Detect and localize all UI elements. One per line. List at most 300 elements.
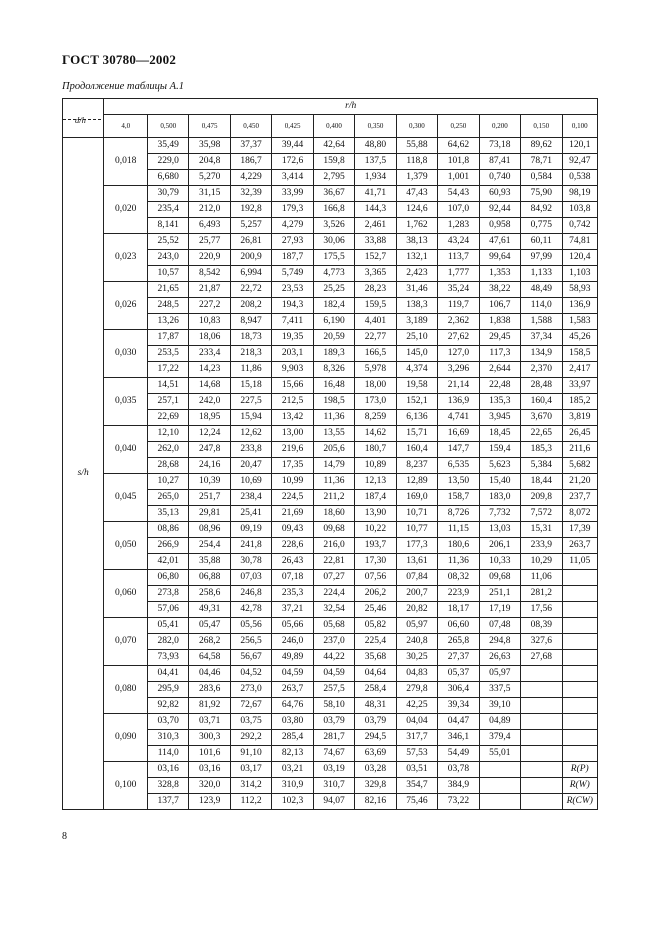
dh-value-cell: 0,018 (104, 138, 148, 186)
empty-cell (562, 682, 597, 698)
value-cell: 04,59 (272, 666, 313, 682)
value-cell: 152,7 (355, 250, 396, 266)
value-cell: 225,4 (355, 634, 396, 650)
value-cell: 06,60 (438, 618, 479, 634)
value-cell: 258,4 (355, 682, 396, 698)
value-cell: 42,78 (230, 602, 271, 618)
empty-cell (521, 778, 562, 794)
value-cell: 265,0 (147, 490, 188, 506)
value-cell: 03,51 (396, 762, 437, 778)
value-cell: 13,55 (313, 426, 354, 442)
value-cell: 6,190 (313, 314, 354, 330)
value-cell: 175,5 (313, 250, 354, 266)
empty-cell (521, 666, 562, 682)
value-cell: 11,86 (230, 362, 271, 378)
value-cell: 10,83 (189, 314, 230, 330)
value-cell: 39,44 (272, 138, 313, 154)
value-cell: 17,35 (272, 458, 313, 474)
value-cell: 45,26 (562, 330, 597, 346)
value-cell: 20,82 (396, 602, 437, 618)
value-cell: 48,49 (521, 282, 562, 298)
value-cell: 60,11 (521, 234, 562, 250)
value-cell: 186,7 (230, 154, 271, 170)
value-cell: 22,77 (355, 330, 396, 346)
value-cell: 204,8 (189, 154, 230, 170)
value-cell: 3,819 (562, 410, 597, 426)
value-cell: 283,6 (189, 682, 230, 698)
value-cell: 09,68 (313, 522, 354, 538)
value-cell: 328,8 (147, 778, 188, 794)
value-cell: 44,22 (313, 650, 354, 666)
legend-cell: R(P) (562, 762, 597, 778)
value-cell: 160,4 (521, 394, 562, 410)
value-cell: 04,04 (396, 714, 437, 730)
value-cell: 03,16 (189, 762, 230, 778)
value-cell: 26,81 (230, 234, 271, 250)
value-cell: 28,68 (147, 458, 188, 474)
dh-value-cell: 0,090 (104, 714, 148, 762)
value-cell: 3,945 (479, 410, 520, 426)
table-row (63, 618, 598, 634)
value-cell: 21,14 (438, 378, 479, 394)
value-cell: 10,22 (355, 522, 396, 538)
value-cell: 17,19 (479, 602, 520, 618)
value-cell: 84,92 (521, 202, 562, 218)
value-cell: 6,493 (189, 218, 230, 234)
value-cell: 310,9 (272, 778, 313, 794)
table-row (63, 714, 598, 730)
value-cell: 3,414 (272, 170, 313, 186)
value-cell: 35,49 (147, 138, 188, 154)
value-cell: 317,7 (396, 730, 437, 746)
value-cell: 04,47 (438, 714, 479, 730)
dh-value-cell: 0,045 (104, 474, 148, 522)
value-cell: 14,79 (313, 458, 354, 474)
value-cell: 60,93 (479, 186, 520, 202)
value-cell: 25,25 (313, 282, 354, 298)
value-cell: 137,5 (355, 154, 396, 170)
value-cell: 266,9 (147, 538, 188, 554)
value-cell: 57,06 (147, 602, 188, 618)
value-cell: 203,1 (272, 346, 313, 362)
value-cell: 04,52 (230, 666, 271, 682)
rh-value-header: 0,350 (355, 115, 396, 138)
value-cell: 03,75 (230, 714, 271, 730)
value-cell: 2,362 (438, 314, 479, 330)
value-cell: 09,43 (272, 522, 313, 538)
value-cell: 13,42 (272, 410, 313, 426)
value-cell: 78,71 (521, 154, 562, 170)
value-cell: 8,947 (230, 314, 271, 330)
value-cell: 1,353 (479, 266, 520, 282)
value-cell: 87,41 (479, 154, 520, 170)
value-cell: 19,35 (272, 330, 313, 346)
value-cell: 224,5 (272, 490, 313, 506)
value-cell: 306,4 (438, 682, 479, 698)
value-cell: 251,1 (479, 586, 520, 602)
value-cell: 05,68 (313, 618, 354, 634)
value-cell: 10,69 (230, 474, 271, 490)
value-cell: 38,22 (479, 282, 520, 298)
rh-header: r/h (104, 99, 598, 115)
rh-value-header: 0,425 (272, 115, 313, 138)
value-cell: 310,7 (313, 778, 354, 794)
value-cell: 04,89 (479, 714, 520, 730)
value-cell: 3,670 (521, 410, 562, 426)
value-cell: 205,6 (313, 442, 354, 458)
value-cell: 0,584 (521, 170, 562, 186)
value-cell: 135,3 (479, 394, 520, 410)
value-cell: 31,46 (396, 282, 437, 298)
value-cell: 14,51 (147, 378, 188, 394)
value-cell: 05,37 (438, 666, 479, 682)
value-cell: 117,3 (479, 346, 520, 362)
dh-value-cell: 0,040 (104, 426, 148, 474)
table-row (63, 522, 598, 538)
value-cell: 194,3 (272, 298, 313, 314)
value-cell: 06,88 (189, 570, 230, 586)
value-cell: 185,2 (562, 394, 597, 410)
table-row (63, 570, 598, 586)
value-cell: 238,4 (230, 490, 271, 506)
value-cell: 03,28 (355, 762, 396, 778)
value-cell: 187,7 (272, 250, 313, 266)
value-cell: 384,9 (438, 778, 479, 794)
value-cell: 18,00 (355, 378, 396, 394)
value-cell: 04,83 (396, 666, 437, 682)
value-cell: 5,270 (189, 170, 230, 186)
value-cell: 273,0 (230, 682, 271, 698)
value-cell: 17,87 (147, 330, 188, 346)
table-row (63, 762, 598, 778)
empty-cell (562, 602, 597, 618)
value-cell: 74,67 (313, 746, 354, 762)
table-subheader-row (63, 115, 598, 138)
dh-value-cell: 0,100 (104, 762, 148, 810)
value-cell: 20,47 (230, 458, 271, 474)
value-cell: 22,48 (479, 378, 520, 394)
value-cell: 75,90 (521, 186, 562, 202)
value-cell: 30,79 (147, 186, 188, 202)
value-cell: 36,67 (313, 186, 354, 202)
value-cell: 05,82 (355, 618, 396, 634)
value-cell: 98,19 (562, 186, 597, 202)
value-cell: 37,21 (272, 602, 313, 618)
value-cell: 73,93 (147, 650, 188, 666)
corner-dashed-line (63, 119, 101, 120)
value-cell: 43,24 (438, 234, 479, 250)
value-cell: 106,7 (479, 298, 520, 314)
dh-value-cell: 0,023 (104, 234, 148, 282)
value-cell: 173,0 (355, 394, 396, 410)
value-cell: 03,70 (147, 714, 188, 730)
value-cell: 152,1 (396, 394, 437, 410)
value-cell: 12,10 (147, 426, 188, 442)
value-cell: 47,43 (396, 186, 437, 202)
value-cell: 169,0 (396, 490, 437, 506)
value-cell: 12,89 (396, 474, 437, 490)
value-cell: 134,9 (521, 346, 562, 362)
value-cell: 0,958 (479, 218, 520, 234)
value-cell: 03,19 (313, 762, 354, 778)
empty-cell (479, 794, 520, 810)
value-cell: 05,41 (147, 618, 188, 634)
value-cell: 15,18 (230, 378, 271, 394)
rh-value-header: 0,400 (313, 115, 354, 138)
value-cell: 21,20 (562, 474, 597, 490)
value-cell: 92,47 (562, 154, 597, 170)
value-cell: 208,2 (230, 298, 271, 314)
value-cell: 2,423 (396, 266, 437, 282)
value-cell: 33,99 (272, 186, 313, 202)
value-cell: 33,88 (355, 234, 396, 250)
value-cell: 5,257 (230, 218, 271, 234)
value-cell: 11,15 (438, 522, 479, 538)
value-cell: 13,61 (396, 554, 437, 570)
corner-cell (63, 99, 104, 138)
value-cell: 58,93 (562, 282, 597, 298)
value-cell: 37,37 (230, 138, 271, 154)
value-cell: 25,46 (355, 602, 396, 618)
value-cell: 224,4 (313, 586, 354, 602)
value-cell: 13,26 (147, 314, 188, 330)
value-cell: 05,66 (272, 618, 313, 634)
value-cell: 11,06 (521, 570, 562, 586)
value-cell: 55,88 (396, 138, 437, 154)
value-cell: 1,001 (438, 170, 479, 186)
value-cell: 124,6 (396, 202, 437, 218)
value-cell: 15,66 (272, 378, 313, 394)
value-cell: 314,2 (230, 778, 271, 794)
value-cell: 118,8 (396, 154, 437, 170)
value-cell: 3,526 (313, 218, 354, 234)
value-cell: 49,89 (272, 650, 313, 666)
table-row (63, 330, 598, 346)
value-cell: 223,9 (438, 586, 479, 602)
value-cell: 136,9 (438, 394, 479, 410)
value-cell: 127,0 (438, 346, 479, 362)
value-cell: 5,749 (272, 266, 313, 282)
value-cell: 18,95 (189, 410, 230, 426)
page-number: 8 (62, 831, 67, 842)
value-cell: 282,0 (147, 634, 188, 650)
value-cell: 07,84 (396, 570, 437, 586)
value-cell: 03,78 (438, 762, 479, 778)
value-cell: 192,8 (230, 202, 271, 218)
value-cell: 49,31 (189, 602, 230, 618)
value-cell: 64,58 (189, 650, 230, 666)
value-cell: 91,10 (230, 746, 271, 762)
value-cell: 240,8 (396, 634, 437, 650)
value-cell: 42,25 (396, 698, 437, 714)
value-cell: 26,45 (562, 426, 597, 442)
value-cell: 329,8 (355, 778, 396, 794)
value-cell: 159,8 (313, 154, 354, 170)
value-cell: 144,3 (355, 202, 396, 218)
value-cell: 18,44 (521, 474, 562, 490)
value-cell: 29,81 (189, 506, 230, 522)
value-cell: 31,15 (189, 186, 230, 202)
value-cell: 03,71 (189, 714, 230, 730)
value-cell: 11,36 (313, 410, 354, 426)
value-cell: 07,56 (355, 570, 396, 586)
value-cell: 81,92 (189, 698, 230, 714)
value-cell: 73,18 (479, 138, 520, 154)
value-cell: 09,19 (230, 522, 271, 538)
value-cell: 218,3 (230, 346, 271, 362)
value-cell: 35,68 (355, 650, 396, 666)
value-cell: 295,9 (147, 682, 188, 698)
value-cell: 22,72 (230, 282, 271, 298)
value-cell: 241,8 (230, 538, 271, 554)
value-cell: 54,43 (438, 186, 479, 202)
value-cell: 193,7 (355, 538, 396, 554)
value-cell: 20,59 (313, 330, 354, 346)
value-cell: 35,24 (438, 282, 479, 298)
value-cell: 07,27 (313, 570, 354, 586)
value-cell: 92,82 (147, 698, 188, 714)
dh-value-cell: 0,050 (104, 522, 148, 570)
value-cell: 39,10 (479, 698, 520, 714)
rh-value-header: 0,150 (521, 115, 562, 138)
value-cell: 0,740 (479, 170, 520, 186)
value-cell: 0,775 (521, 218, 562, 234)
value-cell: 82,16 (355, 794, 396, 810)
value-cell: 08,32 (438, 570, 479, 586)
value-cell: 7,732 (479, 506, 520, 522)
value-cell: 07,48 (479, 618, 520, 634)
value-cell: 9,903 (272, 362, 313, 378)
value-cell: 18,60 (313, 506, 354, 522)
sub-header-first: 4,0 (104, 115, 148, 138)
value-cell: 180,6 (438, 538, 479, 554)
dh-value-cell: 0,026 (104, 282, 148, 330)
value-cell: 102,3 (272, 794, 313, 810)
empty-cell (562, 650, 597, 666)
empty-cell (562, 618, 597, 634)
value-cell: 285,4 (272, 730, 313, 746)
value-cell: 179,3 (272, 202, 313, 218)
value-cell: 27,68 (521, 650, 562, 666)
value-cell: 227,5 (230, 394, 271, 410)
value-cell: 17,56 (521, 602, 562, 618)
value-cell: 8,326 (313, 362, 354, 378)
value-cell: 8,542 (189, 266, 230, 282)
value-cell: 281,2 (521, 586, 562, 602)
value-cell: 8,726 (438, 506, 479, 522)
value-cell: 1,133 (521, 266, 562, 282)
value-cell: 13,50 (438, 474, 479, 490)
value-cell: 25,10 (396, 330, 437, 346)
value-cell: 147,7 (438, 442, 479, 458)
value-cell: 2,370 (521, 362, 562, 378)
empty-cell (562, 730, 597, 746)
value-cell: 300,3 (189, 730, 230, 746)
value-cell: 1,777 (438, 266, 479, 282)
legend-cell: R(CW) (562, 794, 597, 810)
value-cell: 185,3 (521, 442, 562, 458)
rh-value-header: 0,250 (438, 115, 479, 138)
value-cell: 17,39 (562, 522, 597, 538)
value-cell: 137,7 (147, 794, 188, 810)
value-cell: 26,63 (479, 650, 520, 666)
value-cell: 48,80 (355, 138, 396, 154)
value-cell: 200,7 (396, 586, 437, 602)
value-cell: 15,94 (230, 410, 271, 426)
value-cell: 248,5 (147, 298, 188, 314)
value-cell: 279,8 (396, 682, 437, 698)
value-cell: 56,67 (230, 650, 271, 666)
value-cell: 120,4 (562, 250, 597, 266)
value-cell: 228,6 (272, 538, 313, 554)
value-cell: 183,0 (479, 490, 520, 506)
empty-cell (521, 682, 562, 698)
value-cell: 10,39 (189, 474, 230, 490)
value-cell: 17,22 (147, 362, 188, 378)
value-cell: 2,417 (562, 362, 597, 378)
value-cell: 242,0 (189, 394, 230, 410)
value-cell: 123,9 (189, 794, 230, 810)
value-cell: 03,79 (355, 714, 396, 730)
value-cell: 64,76 (272, 698, 313, 714)
value-cell: 346,1 (438, 730, 479, 746)
value-cell: 16,69 (438, 426, 479, 442)
value-cell: 10,99 (272, 474, 313, 490)
value-cell: 0,538 (562, 170, 597, 186)
empty-cell (479, 778, 520, 794)
value-cell: 08,39 (521, 618, 562, 634)
value-cell: 268,2 (189, 634, 230, 650)
value-cell: 206,2 (355, 586, 396, 602)
value-cell: 97,99 (521, 250, 562, 266)
value-cell: 16,48 (313, 378, 354, 394)
value-cell: 119,7 (438, 298, 479, 314)
value-cell: 1,838 (479, 314, 520, 330)
value-cell: 13,03 (479, 522, 520, 538)
value-cell: 15,40 (479, 474, 520, 490)
coefficient-table (62, 98, 598, 810)
value-cell: 05,47 (189, 618, 230, 634)
value-cell: 07,03 (230, 570, 271, 586)
value-cell: 1,283 (438, 218, 479, 234)
value-cell: 166,5 (355, 346, 396, 362)
value-cell: 0,742 (562, 218, 597, 234)
value-cell: 233,9 (521, 538, 562, 554)
value-cell: 64,62 (438, 138, 479, 154)
empty-cell (562, 698, 597, 714)
value-cell: 159,5 (355, 298, 396, 314)
value-cell: 281,7 (313, 730, 354, 746)
value-cell: 32,39 (230, 186, 271, 202)
empty-cell (521, 746, 562, 762)
value-cell: 262,0 (147, 442, 188, 458)
value-cell: 48,31 (355, 698, 396, 714)
value-cell: 172,6 (272, 154, 313, 170)
value-cell: 47,61 (479, 234, 520, 250)
value-cell: 82,13 (272, 746, 313, 762)
value-cell: 04,41 (147, 666, 188, 682)
rh-value-header: 0,100 (562, 115, 597, 138)
value-cell: 6,994 (230, 266, 271, 282)
value-cell: 63,69 (355, 746, 396, 762)
value-cell: 22,65 (521, 426, 562, 442)
value-cell: 145,0 (396, 346, 437, 362)
value-cell: 18,73 (230, 330, 271, 346)
value-cell: 58,10 (313, 698, 354, 714)
value-cell: 379,4 (479, 730, 520, 746)
value-cell: 55,01 (479, 746, 520, 762)
value-cell: 187,4 (355, 490, 396, 506)
